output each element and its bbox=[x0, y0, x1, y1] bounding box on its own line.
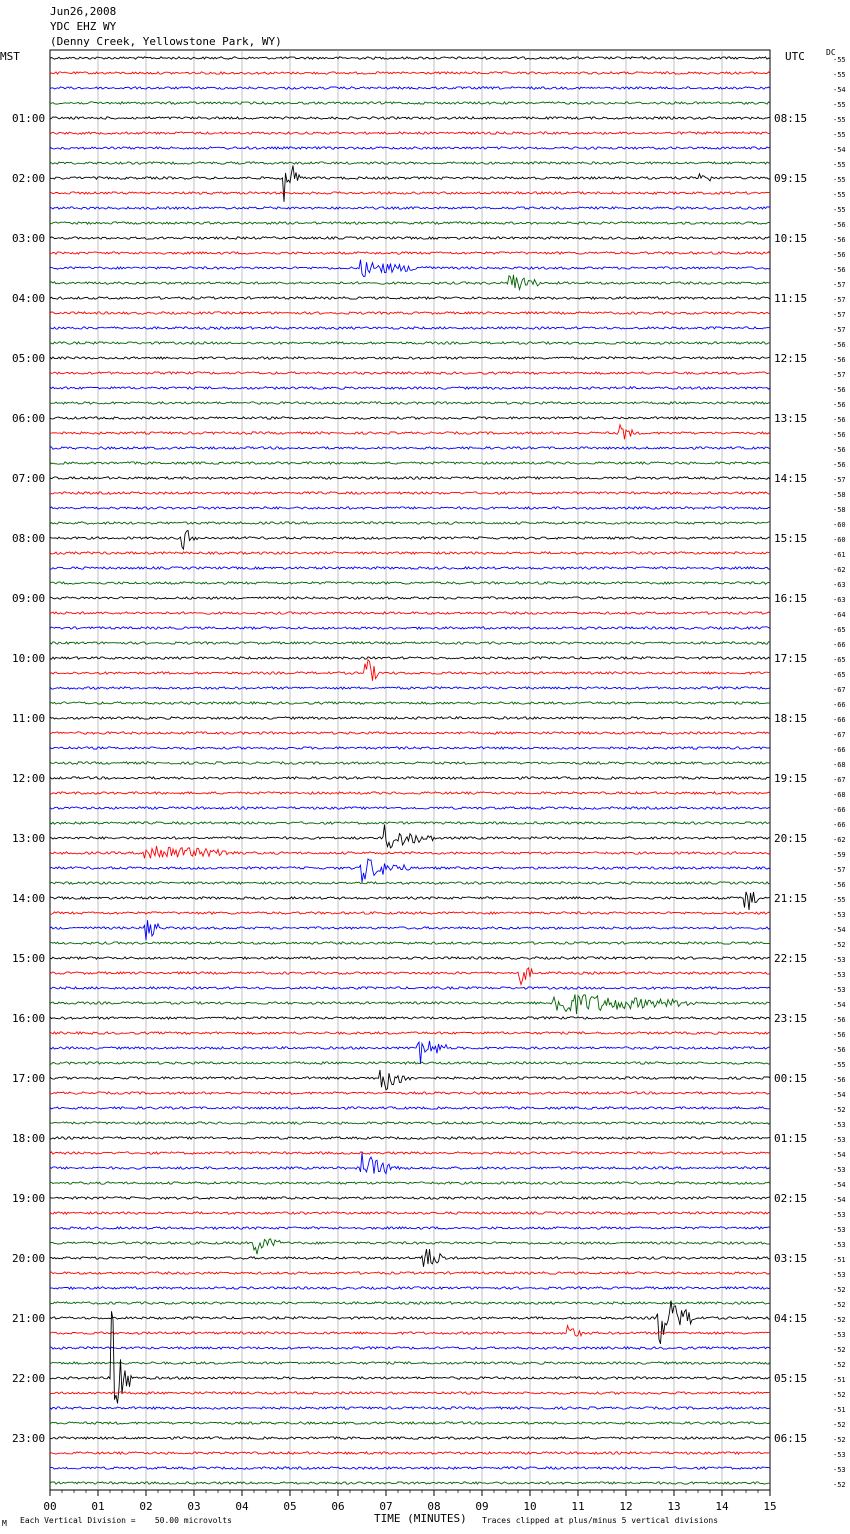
dc-offset-label: -66 bbox=[833, 701, 846, 709]
dc-offset-label: -51 bbox=[833, 1256, 846, 1264]
dc-offset-label: -53 bbox=[833, 1166, 846, 1174]
trace-line bbox=[50, 132, 770, 134]
trace-line bbox=[50, 912, 770, 914]
dc-offset-label: -53 bbox=[833, 1121, 846, 1129]
right-time-label: 08:15 bbox=[774, 112, 808, 125]
trace-line bbox=[50, 1122, 770, 1124]
dc-offset-label: -63 bbox=[833, 581, 846, 589]
dc-offset-label: -55 bbox=[833, 176, 846, 184]
dc-offset-label: -58 bbox=[833, 506, 846, 514]
dc-offset-label: -56 bbox=[833, 266, 846, 274]
dc-offset-label: -62 bbox=[833, 836, 846, 844]
right-time-label: 20:15 bbox=[774, 832, 808, 845]
right-time-label: 12:15 bbox=[774, 352, 808, 365]
dc-offset-label: -66 bbox=[833, 746, 846, 754]
dc-offset-label: -55 bbox=[833, 191, 846, 199]
trace-line bbox=[50, 942, 770, 944]
trace-line bbox=[50, 846, 770, 858]
left-time-label: 05:00 bbox=[12, 352, 46, 365]
trace-line bbox=[50, 825, 770, 848]
trace-line bbox=[50, 417, 770, 419]
dc-offset-label: -54 bbox=[833, 1181, 846, 1189]
left-time-label: 23:00 bbox=[12, 1432, 46, 1445]
trace-line bbox=[50, 717, 770, 719]
dc-offset-label: -56 bbox=[833, 236, 846, 244]
trace-line bbox=[50, 1407, 770, 1409]
dc-offset-label: -52 bbox=[833, 1481, 846, 1489]
dc-offset-label: -52 bbox=[833, 1346, 846, 1354]
dc-offset-label: -54 bbox=[833, 86, 846, 94]
trace-line bbox=[50, 492, 770, 494]
trace-line bbox=[50, 447, 770, 449]
trace-line bbox=[50, 1392, 770, 1394]
trace-line bbox=[50, 732, 770, 734]
left-time-label: 07:00 bbox=[12, 472, 46, 485]
trace-line bbox=[50, 507, 770, 509]
x-tick-label: 00 bbox=[43, 1500, 57, 1513]
trace-line bbox=[50, 792, 770, 794]
trace-line bbox=[50, 892, 770, 910]
trace-line bbox=[50, 1107, 770, 1109]
x-tick-label: 02 bbox=[139, 1500, 153, 1513]
trace-line bbox=[50, 1272, 770, 1274]
dc-offset-label: -57 bbox=[833, 311, 846, 319]
trace-line bbox=[50, 687, 770, 689]
dc-offset-label: -52 bbox=[833, 1106, 846, 1114]
trace-line bbox=[50, 87, 770, 89]
dc-offset-label: -65 bbox=[833, 671, 846, 679]
x-tick-label: 10 bbox=[523, 1500, 537, 1513]
dc-offset-label: -53 bbox=[833, 971, 846, 979]
right-time-label: 16:15 bbox=[774, 592, 808, 605]
dc-offset-label: -54 bbox=[833, 1001, 846, 1009]
trace-line bbox=[50, 582, 770, 584]
dc-offset-label: -57 bbox=[833, 866, 846, 874]
left-time-label: 13:00 bbox=[12, 832, 46, 845]
dc-offset-label: -65 bbox=[833, 656, 846, 664]
right-time-label: 19:15 bbox=[774, 772, 808, 785]
right-time-label: 01:15 bbox=[774, 1132, 808, 1145]
trace-line bbox=[50, 1249, 770, 1267]
trace-line bbox=[50, 657, 770, 659]
dc-offset-label: -56 bbox=[833, 221, 846, 229]
dc-offset-label: -57 bbox=[833, 296, 846, 304]
right-time-label: 06:15 bbox=[774, 1432, 808, 1445]
left-time-label: 03:00 bbox=[12, 232, 46, 245]
x-tick-label: 07 bbox=[379, 1500, 393, 1513]
dc-offset-label: -56 bbox=[833, 251, 846, 259]
left-time-label: 17:00 bbox=[12, 1072, 46, 1085]
right-time-label: 15:15 bbox=[774, 532, 808, 545]
dc-offset-label: -56 bbox=[833, 356, 846, 364]
left-time-label: 09:00 bbox=[12, 592, 46, 605]
right-time-label: 10:15 bbox=[774, 232, 808, 245]
dc-offset-label: -60 bbox=[833, 536, 846, 544]
trace-line bbox=[50, 1301, 770, 1344]
trace-line bbox=[50, 297, 770, 299]
trace-line bbox=[50, 1467, 770, 1469]
trace-line bbox=[50, 522, 770, 524]
trace-line bbox=[50, 660, 770, 681]
right-time-label: 09:15 bbox=[774, 172, 808, 185]
trace-line bbox=[50, 166, 770, 202]
plot-frame bbox=[50, 50, 770, 1490]
dc-offset-label: -65 bbox=[833, 626, 846, 634]
trace-line bbox=[50, 702, 770, 704]
right-time-label: 14:15 bbox=[774, 472, 808, 485]
dc-offset-label: -56 bbox=[833, 1046, 846, 1054]
dc-offset-label: -54 bbox=[833, 1196, 846, 1204]
trace-line bbox=[50, 807, 770, 809]
trace-line bbox=[50, 882, 770, 884]
corner-mark: M bbox=[2, 1519, 7, 1528]
chart-location: (Denny Creek, Yellowstone Park, WY) bbox=[50, 35, 282, 48]
trace-line bbox=[50, 1032, 770, 1034]
dc-offset-label: -67 bbox=[833, 776, 846, 784]
right-time-label: 11:15 bbox=[774, 292, 808, 305]
dc-offset-label: -55 bbox=[833, 161, 846, 169]
dc-offset-label: -55 bbox=[833, 116, 846, 124]
trace-line bbox=[50, 222, 770, 224]
left-time-label: 19:00 bbox=[12, 1192, 46, 1205]
dc-offset-label: -55 bbox=[833, 896, 846, 904]
right-time-label: 03:15 bbox=[774, 1252, 808, 1265]
dc-offset-label: -52 bbox=[833, 1316, 846, 1324]
x-tick-label: 14 bbox=[715, 1500, 729, 1513]
dc-offset-label: -53 bbox=[833, 956, 846, 964]
dc-offset-label: -53 bbox=[833, 1331, 846, 1339]
left-time-label: 12:00 bbox=[12, 772, 46, 785]
left-time-label: 01:00 bbox=[12, 112, 46, 125]
trace-line bbox=[50, 1347, 770, 1349]
trace-line bbox=[50, 162, 770, 164]
x-tick-label: 08 bbox=[427, 1500, 441, 1513]
trace-line bbox=[50, 207, 770, 209]
dc-offset-label: -56 bbox=[833, 1016, 846, 1024]
trace-line bbox=[50, 1302, 770, 1304]
left-time-label: 14:00 bbox=[12, 892, 46, 905]
trace-line bbox=[50, 777, 770, 779]
trace-line bbox=[50, 237, 770, 239]
trace-line bbox=[50, 747, 770, 749]
right-axis-label: UTC bbox=[785, 50, 805, 63]
trace-line bbox=[50, 1153, 770, 1174]
x-axis-label: TIME (MINUTES) bbox=[374, 1512, 467, 1525]
trace-line bbox=[50, 1062, 770, 1064]
trace-line bbox=[50, 822, 770, 824]
dc-offset-label: -55 bbox=[833, 56, 846, 64]
trace-line bbox=[50, 552, 770, 554]
trace-line bbox=[50, 275, 770, 290]
trace-line bbox=[50, 1070, 770, 1090]
trace-line bbox=[50, 1212, 770, 1214]
trace-line bbox=[50, 72, 770, 74]
dc-offset-label: -53 bbox=[833, 1466, 846, 1474]
dc-offset-label: -56 bbox=[833, 431, 846, 439]
dc-offset-label: -55 bbox=[833, 206, 846, 214]
trace-line bbox=[50, 642, 770, 644]
dc-offset-label: -54 bbox=[833, 926, 846, 934]
trace-line bbox=[50, 612, 770, 614]
dc-offset-label: -60 bbox=[833, 521, 846, 529]
trace-line bbox=[50, 1422, 770, 1424]
trace-line bbox=[50, 312, 770, 314]
dc-offset-label: -56 bbox=[833, 461, 846, 469]
trace-line bbox=[50, 957, 770, 959]
trace-line bbox=[50, 1197, 770, 1199]
dc-offset-label: -55 bbox=[833, 131, 846, 139]
dc-offset-label: -52 bbox=[833, 941, 846, 949]
dc-offset-label: -56 bbox=[833, 416, 846, 424]
dc-offset-label: -53 bbox=[833, 986, 846, 994]
left-time-label: 22:00 bbox=[12, 1372, 46, 1385]
right-time-label: 23:15 bbox=[774, 1012, 808, 1025]
right-time-label: 05:15 bbox=[774, 1372, 808, 1385]
dc-offset-label: -53 bbox=[833, 1271, 846, 1279]
trace-line bbox=[50, 57, 770, 59]
dc-offset-label: -58 bbox=[833, 491, 846, 499]
dc-offset-label: -52 bbox=[833, 1436, 846, 1444]
trace-line bbox=[50, 102, 770, 104]
trace-line bbox=[50, 1482, 770, 1484]
trace-line bbox=[50, 1227, 770, 1229]
dc-offset-label: -53 bbox=[833, 1451, 846, 1459]
x-tick-label: 03 bbox=[187, 1500, 201, 1513]
right-time-label: 04:15 bbox=[774, 1312, 808, 1325]
trace-line bbox=[50, 597, 770, 599]
dc-label: DC bbox=[826, 48, 836, 57]
dc-offset-label: -52 bbox=[833, 1361, 846, 1369]
trace-line bbox=[50, 117, 770, 119]
dc-offset-label: -55 bbox=[833, 101, 846, 109]
right-time-label: 00:15 bbox=[774, 1072, 808, 1085]
dc-offset-label: -53 bbox=[833, 1211, 846, 1219]
dc-offset-label: -52 bbox=[833, 1391, 846, 1399]
trace-line bbox=[50, 147, 770, 149]
trace-line bbox=[50, 1092, 770, 1094]
left-time-label: 11:00 bbox=[12, 712, 46, 725]
dc-offset-label: -61 bbox=[833, 551, 846, 559]
trace-line bbox=[50, 968, 770, 985]
trace-line bbox=[50, 762, 770, 764]
dc-offset-label: -63 bbox=[833, 596, 846, 604]
dc-offset-label: -53 bbox=[833, 1226, 846, 1234]
left-time-label: 04:00 bbox=[12, 292, 46, 305]
dc-offset-label: -56 bbox=[833, 446, 846, 454]
trace-line bbox=[50, 462, 770, 464]
x-tick-label: 11 bbox=[571, 1500, 585, 1513]
dc-offset-label: -54 bbox=[833, 1151, 846, 1159]
left-time-label: 16:00 bbox=[12, 1012, 46, 1025]
left-time-label: 08:00 bbox=[12, 532, 46, 545]
trace-line bbox=[50, 1137, 770, 1139]
dc-offset-label: -52 bbox=[833, 1286, 846, 1294]
x-tick-label: 13 bbox=[667, 1500, 681, 1513]
x-tick-label: 15 bbox=[763, 1500, 777, 1513]
trace-line bbox=[50, 627, 770, 629]
dc-offset-label: -68 bbox=[833, 791, 846, 799]
left-time-label: 20:00 bbox=[12, 1252, 46, 1265]
chart-station: YDC EHZ WY bbox=[50, 20, 117, 33]
right-time-label: 22:15 bbox=[774, 952, 808, 965]
trace-line bbox=[50, 1017, 770, 1019]
x-tick-label: 05 bbox=[283, 1500, 297, 1513]
right-time-label: 18:15 bbox=[774, 712, 808, 725]
dc-offset-label: -55 bbox=[833, 1061, 846, 1069]
trace-line bbox=[50, 477, 770, 479]
dc-offset-label: -53 bbox=[833, 1241, 846, 1249]
left-time-label: 18:00 bbox=[12, 1132, 46, 1145]
left-time-label: 06:00 bbox=[12, 412, 46, 425]
dc-offset-label: -64 bbox=[833, 611, 846, 619]
vertical-division-note: Each Vertical Division = 50.00 microvolts bbox=[20, 1516, 232, 1525]
x-tick-label: 12 bbox=[619, 1500, 633, 1513]
dc-offset-label: -56 bbox=[833, 386, 846, 394]
dc-offset-label: -66 bbox=[833, 716, 846, 724]
left-time-label: 21:00 bbox=[12, 1312, 46, 1325]
trace-line bbox=[50, 1362, 770, 1364]
dc-offset-label: -53 bbox=[833, 911, 846, 919]
dc-offset-label: -56 bbox=[833, 1076, 846, 1084]
dc-offset-label: -53 bbox=[833, 1136, 846, 1144]
dc-offset-label: -54 bbox=[833, 146, 846, 154]
dc-offset-label: -57 bbox=[833, 281, 846, 289]
dc-offset-label: -66 bbox=[833, 806, 846, 814]
trace-line bbox=[50, 252, 770, 254]
right-time-label: 17:15 bbox=[774, 652, 808, 665]
dc-offset-label: -66 bbox=[833, 821, 846, 829]
trace-line bbox=[50, 357, 770, 359]
trace-line bbox=[50, 327, 770, 329]
trace-line bbox=[50, 567, 770, 569]
x-tick-label: 01 bbox=[91, 1500, 105, 1513]
trace-line bbox=[50, 859, 770, 882]
trace-line bbox=[50, 994, 770, 1014]
trace-line bbox=[50, 530, 770, 549]
left-axis-label: MST bbox=[0, 50, 20, 63]
dc-offset-label: -62 bbox=[833, 566, 846, 574]
dc-offset-label: -68 bbox=[833, 761, 846, 769]
left-time-label: 10:00 bbox=[12, 652, 46, 665]
trace-line bbox=[50, 987, 770, 989]
trace-line bbox=[50, 1239, 770, 1254]
trace-line bbox=[50, 425, 770, 440]
dc-offset-label: -56 bbox=[833, 881, 846, 889]
left-time-label: 15:00 bbox=[12, 952, 46, 965]
trace-line bbox=[50, 402, 770, 404]
trace-line bbox=[50, 1041, 770, 1064]
trace-line bbox=[50, 1152, 770, 1154]
dc-offset-label: -66 bbox=[833, 641, 846, 649]
dc-offset-label: -56 bbox=[833, 401, 846, 409]
dc-offset-label: -59 bbox=[833, 851, 846, 859]
trace-line bbox=[50, 1437, 770, 1439]
dc-offset-label: -56 bbox=[833, 1031, 846, 1039]
dc-offset-label: -57 bbox=[833, 476, 846, 484]
trace-line bbox=[50, 372, 770, 374]
dc-offset-label: -51 bbox=[833, 1406, 846, 1414]
trace-line bbox=[50, 920, 770, 940]
trace-line bbox=[50, 260, 770, 277]
right-time-label: 02:15 bbox=[774, 1192, 808, 1205]
x-tick-label: 06 bbox=[331, 1500, 345, 1513]
dc-offset-label: -55 bbox=[833, 71, 846, 79]
chart-date: Jun26,2008 bbox=[50, 5, 117, 18]
left-time-label: 02:00 bbox=[12, 172, 46, 185]
trace-line bbox=[50, 387, 770, 389]
trace-line bbox=[50, 1452, 770, 1454]
clip-note: Traces clipped at plus/minus 5 vertical divisions bbox=[482, 1516, 719, 1525]
x-tick-label: 04 bbox=[235, 1500, 249, 1513]
trace-line bbox=[50, 192, 770, 194]
right-time-label: 13:15 bbox=[774, 412, 808, 425]
dc-offset-label: -52 bbox=[833, 1421, 846, 1429]
dc-offset-label: -67 bbox=[833, 731, 846, 739]
dc-offset-label: -56 bbox=[833, 341, 846, 349]
trace-line bbox=[50, 1287, 770, 1289]
dc-offset-label: -57 bbox=[833, 371, 846, 379]
dc-offset-label: -52 bbox=[833, 1301, 846, 1309]
dc-offset-label: -57 bbox=[833, 326, 846, 334]
trace-line bbox=[50, 342, 770, 344]
dc-offset-label: -54 bbox=[833, 1091, 846, 1099]
right-time-label: 21:15 bbox=[774, 892, 808, 905]
dc-offset-label: -51 bbox=[833, 1376, 846, 1384]
x-tick-label: 09 bbox=[475, 1500, 489, 1513]
dc-offset-label: -67 bbox=[833, 686, 846, 694]
trace-line bbox=[50, 1182, 770, 1184]
